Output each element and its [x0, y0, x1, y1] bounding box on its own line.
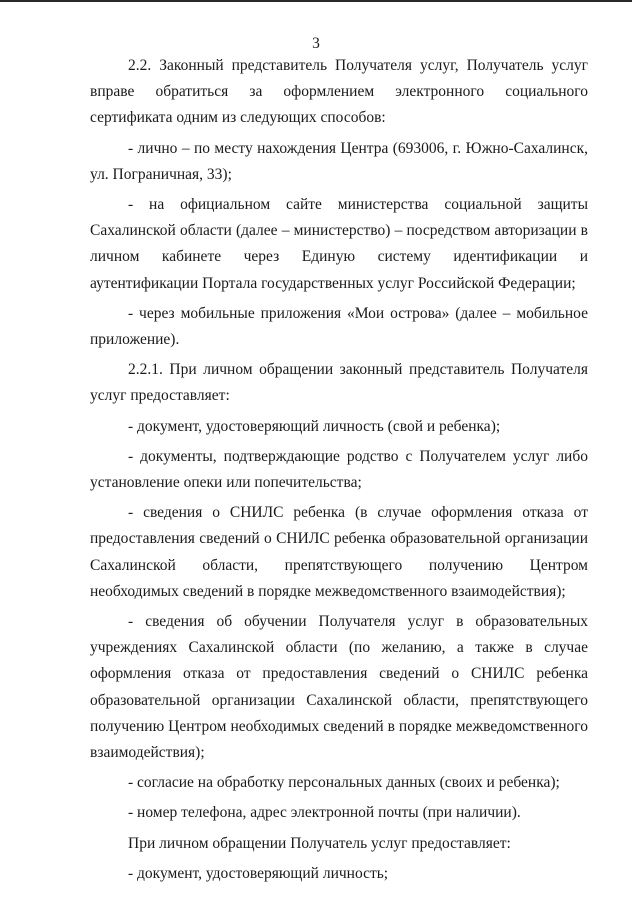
- list-item-kinship-documents: - документы, подтверждающие родство с Получателем услуг либо установление опеки или попечительства;: [90, 447, 588, 492]
- list-item-official-site: - на официальном сайте министерства социальной защиты Сахалинской области (далее – министерство) – посредством авторизации в личном кабинете через Единую систему идентификации и аутентификации Портала государственных услуг Российской Федерации;: [90, 196, 588, 292]
- list-item-contacts: - номер телефона, адрес электронной почты (при наличии).: [128, 804, 521, 822]
- paragraph-recipient-in-person: При личном обращении Получатель услуг предоставляет:: [128, 834, 511, 852]
- top-border-line: [0, 0, 632, 2]
- list-item-snils-info: - сведения о СНИЛС ребенка (в случае оформления отказа от предоставления сведений о СНИЛС ребенка образовательной организации Сахалинской области, препятствующего получению Центром необходимых сведений в порядке межведомственного взаимодействия);: [90, 504, 588, 600]
- paragraph-2-2-1: 2.2.1. При личном обращении законный представитель Получателя услуг предоставляет:: [90, 361, 588, 405]
- page-number: 3: [312, 35, 320, 52]
- list-item-education-info: - сведения об обучении Получателя услуг в образовательных учреждениях Сахалинской области (по желанию, а также в случае оформления отказа от предоставления сведений о СНИЛС ребенка образовательной организации Сахалинской области, препятствующего получению Центром необходимых сведений в порядке межведомственного взаимодействия);: [90, 613, 588, 762]
- list-item-recipient-identity: - документ, удостоверяющий личность;: [128, 864, 389, 882]
- list-item-identity-document: - документ, удостоверяющий личность (свой и ребенка);: [128, 417, 501, 435]
- list-item-data-consent: - согласие на обработку персональных данных (своих и ребенка);: [128, 774, 560, 792]
- document-body: [90, 53, 588, 891]
- list-item-mobile-app: - через мобильные приложения «Мои острова» (далее – мобильное приложение).: [90, 304, 588, 349]
- paragraph-2-2: 2.2. Законный представитель Получателя услуг, Получатель услуг вправе обратиться за оформлением электронного социального сертификата одним из следующих способов:: [90, 57, 588, 127]
- list-item-in-person: - лично – по месту нахождения Центра (693006, г. Южно-Сахалинск, ул. Пограничная, 33);: [90, 139, 588, 183]
